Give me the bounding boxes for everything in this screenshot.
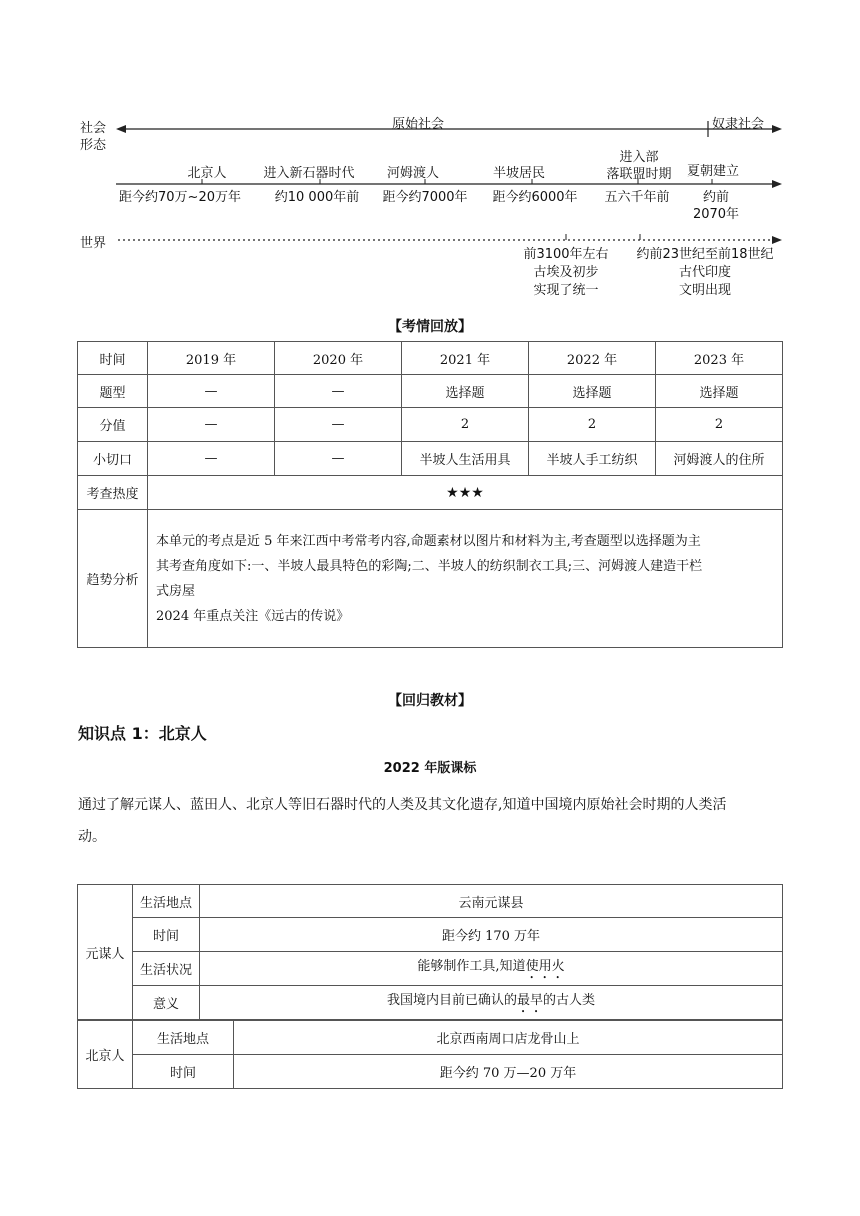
header-cell: 2021 年: [402, 342, 529, 375]
row-label: 生活地点: [133, 1021, 234, 1055]
world-india-c: 文明出现: [678, 283, 732, 298]
primitive-society-label: 原始社会: [391, 117, 445, 132]
event-beijing-man: 北京人: [187, 166, 227, 181]
event-banpo: 半坡居民: [492, 166, 546, 181]
row-value: [200, 986, 783, 1020]
table-cell: 2: [402, 408, 529, 442]
table-row: [78, 1055, 783, 1089]
table-cell: 小切口: [78, 442, 148, 476]
value-part: 我国境内目前已确认的: [386, 993, 517, 1008]
trend-line: 式房屋: [156, 583, 196, 599]
standard-line-2: 动。: [78, 829, 106, 845]
beijing-man-name: 北京人: [78, 1021, 133, 1089]
table-row: [78, 342, 783, 375]
table-row: [78, 986, 783, 1020]
event-neolithic: 进入新石器时代: [263, 166, 355, 181]
event-banpo-date: 距今约6000年: [492, 190, 578, 205]
yuanmou-name: 元谋人: [78, 885, 133, 1020]
table-cell: 2: [529, 408, 656, 442]
row-value: 北京西南周口店龙骨山上: [234, 1021, 783, 1055]
emphasized-text: 使用火: [525, 959, 565, 974]
event-xia-dynasty: 夏朝建立: [686, 164, 740, 179]
table-cell: 题型: [78, 375, 148, 408]
table-row: [78, 476, 783, 510]
table-cell: 选择题: [402, 375, 529, 408]
row-label: 生活状况: [133, 952, 200, 986]
event-hemudu-date: 距今约7000年: [382, 190, 468, 205]
event-xia-date-b: 2070年: [692, 207, 740, 222]
event-xia-date-a: 约前: [702, 190, 730, 205]
table-row: [78, 1021, 783, 1055]
table-cell: 河姆渡人的住所: [656, 442, 783, 476]
event-neolithic-date: 约10 000年前: [274, 190, 360, 205]
table-cell: —: [148, 442, 275, 476]
world-egypt-c: 实现了统一: [533, 283, 599, 298]
header-cell: 2019 年: [148, 342, 275, 375]
header-cell: 时间: [78, 342, 148, 375]
trend-content: [148, 510, 783, 648]
value-part: 能够制作工具,知道: [417, 959, 526, 974]
table-cell: —: [275, 408, 402, 442]
header-cell: 2023 年: [656, 342, 783, 375]
heat-stars: ★★★: [148, 476, 783, 510]
world-india-a: 约前23世纪至前18世纪: [636, 247, 774, 262]
row-value: 云南元谋县: [200, 885, 783, 918]
header-cell: 2022 年: [529, 342, 656, 375]
curriculum-standard-title: 2022 年版课标: [383, 761, 477, 776]
event-tribal-alliance-date: 五六千年前: [604, 190, 670, 205]
event-tribal-alliance-b: 落联盟时期: [606, 167, 672, 182]
world-egypt-b: 古埃及初步: [533, 265, 599, 280]
textbook-title: 【回归教材】: [388, 693, 472, 709]
table-row: [78, 375, 783, 408]
row-label: 时间: [133, 1055, 234, 1089]
table-row: [78, 442, 783, 476]
table-cell: —: [275, 442, 402, 476]
world-egypt-a: 前3100年左右: [523, 247, 609, 262]
row-value: 距今约 70 万—20 万年: [234, 1055, 783, 1089]
table-row: [78, 408, 783, 442]
row-label: 时间: [133, 918, 200, 952]
trend-label: 趋势分析: [78, 510, 148, 648]
table-cell: 半坡人生活用具: [402, 442, 529, 476]
yuanmou-table: [77, 884, 783, 1020]
row-value: [200, 952, 783, 986]
knowledge-point-title: 知识点 1：北京人: [78, 724, 207, 743]
table-cell: 分值: [78, 408, 148, 442]
standard-line-1: 通过了解元谋人、蓝田人、北京人等旧石器时代的人类及其文化遗存,知道中国境内原始社会时期的人类活: [78, 797, 727, 813]
value-part: 的古人类: [543, 993, 596, 1008]
trend-line: 其考查角度如下:一、半坡人最具特色的彩陶;二、半坡人的纺织制衣工具;三、河姆渡人建造干栏: [156, 558, 703, 574]
table-cell: —: [275, 375, 402, 408]
table-cell: 选择题: [529, 375, 656, 408]
social-form-label-b: 形态: [80, 138, 107, 153]
row-label: 生活地点: [133, 885, 200, 918]
trend-line: 2024 年重点关注《远古的传说》: [156, 608, 350, 624]
header-cell: 2020 年: [275, 342, 402, 375]
beijing-man-table: [77, 1020, 783, 1089]
slave-society-label: 奴隶社会: [712, 117, 765, 132]
row-value: 距今约 170 万年: [200, 918, 783, 952]
exam-review-table: [77, 341, 783, 648]
event-hemudu: 河姆渡人: [386, 166, 440, 181]
row-label: 意义: [133, 986, 200, 1020]
table-row: [78, 952, 783, 986]
table-cell: —: [148, 375, 275, 408]
table-cell: —: [148, 408, 275, 442]
heat-label: 考查热度: [78, 476, 148, 510]
table-cell: 半坡人手工纺织: [529, 442, 656, 476]
table-cell: 2: [656, 408, 783, 442]
table-row: [78, 885, 783, 918]
curriculum-standard-text: [78, 789, 784, 853]
social-form-label-a: 社会: [80, 121, 107, 136]
world-label: 世界: [80, 236, 107, 251]
table-row: [78, 918, 783, 952]
event-beijing-man-date: 距今约70万~20万年: [119, 190, 241, 205]
world-india-b: 古代印度: [678, 265, 732, 280]
emphasized-text: 最早: [516, 993, 543, 1008]
exam-review-title: 【考情回放】: [388, 319, 472, 335]
table-row: [78, 510, 783, 648]
table-cell: 选择题: [656, 375, 783, 408]
trend-line: 本单元的考点是近 5 年来江西中考常考内容,命题素材以图片和材料为主,考查题型以选择题为主: [156, 533, 701, 549]
event-tribal-alliance-a: 进入部: [619, 150, 659, 165]
